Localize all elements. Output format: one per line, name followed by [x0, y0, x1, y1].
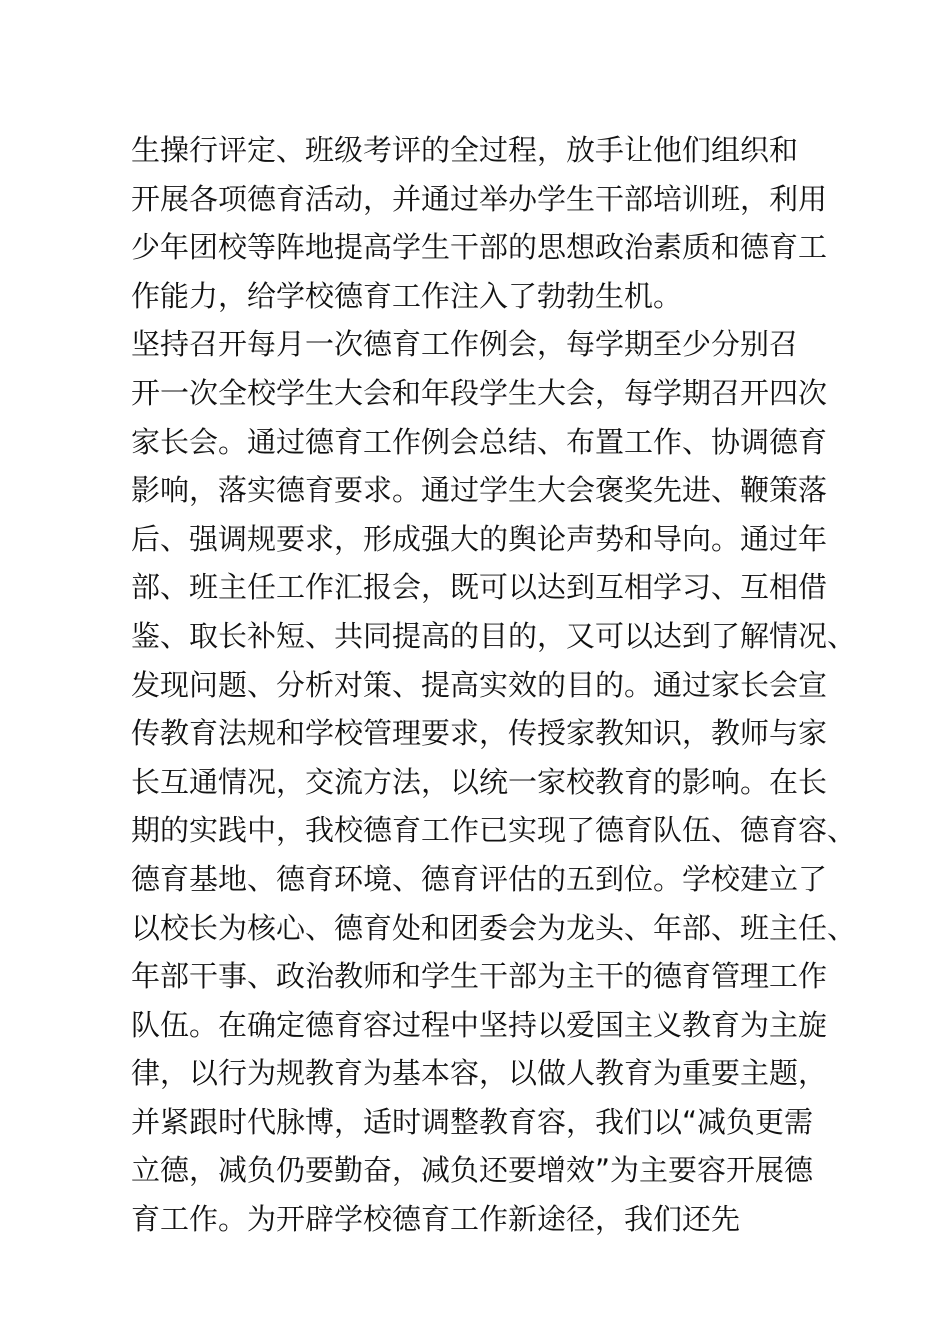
text-line: 后、强调规要求，形成强大的舆论声势和导向。通过年	[131, 521, 828, 556]
text-line: 育工作。为开辟学校德育工作新途径，我们还先	[131, 1202, 741, 1237]
text-line: 发现问题、分析对策、提高实效的目的。通过家长会宣	[131, 667, 828, 702]
body-text	[131, 126, 857, 1244]
text-line: 并紧跟时代脉博，适时调整教育容，我们以“减负更需	[131, 1104, 814, 1139]
text-line: 影响，落实德育要求。通过学生大会褒奖先进、鞭策落	[131, 473, 828, 508]
text-line: 以校长为核心、德育处和团委会为龙头、年部、班主任、	[131, 910, 857, 945]
text-line: 鉴、取长补短、共同提高的目的，又可以达到了解情况、	[131, 618, 857, 653]
text-line: 坚持召开每月一次德育工作例会，每学期至少分别召	[131, 327, 799, 362]
text-line: 开一次全校学生大会和年段学生大会，每学期召开四次	[131, 375, 828, 410]
text-line: 开展各项德育活动，并通过举办学生干部培训班，利用	[131, 181, 828, 216]
text-line: 期的实践中，我校德育工作已实现了德育队伍、德育容、	[131, 813, 857, 848]
text-line: 年部干事、政治教师和学生干部为主干的德育管理工作	[131, 959, 828, 994]
text-line: 律，以行为规教育为基本容，以做人教育为重要主题，	[131, 1056, 828, 1091]
text-line: 作能力，给学校德育工作注入了勃勃生机。	[131, 278, 683, 313]
text-line: 家长会。通过德育工作例会总结、布置工作、协调德育	[131, 424, 828, 459]
text-line: 部、班主任工作汇报会，既可以达到互相学习、互相借	[131, 570, 828, 605]
text-line: 长互通情况，交流方法，以统一家校教育的影响。在长	[131, 764, 828, 799]
text-line: 立德，减负仍要勤奋，减负还要增效”为主要容开展德	[131, 1153, 814, 1188]
text-line: 传教育法规和学校管理要求，传授家教知识，教师与家	[131, 716, 828, 751]
text-line: 队伍。在确定德育容过程中坚持以爱国主义教育为主旋	[131, 1007, 828, 1042]
text-line: 生操行评定、班级考评的全过程，放手让他们组织和	[131, 133, 799, 167]
text-line: 德育基地、德育环境、德育评估的五到位。学校建立了	[131, 861, 828, 896]
text-line: 少年团校等阵地提高学生干部的思想政治素质和德育工	[131, 230, 828, 265]
